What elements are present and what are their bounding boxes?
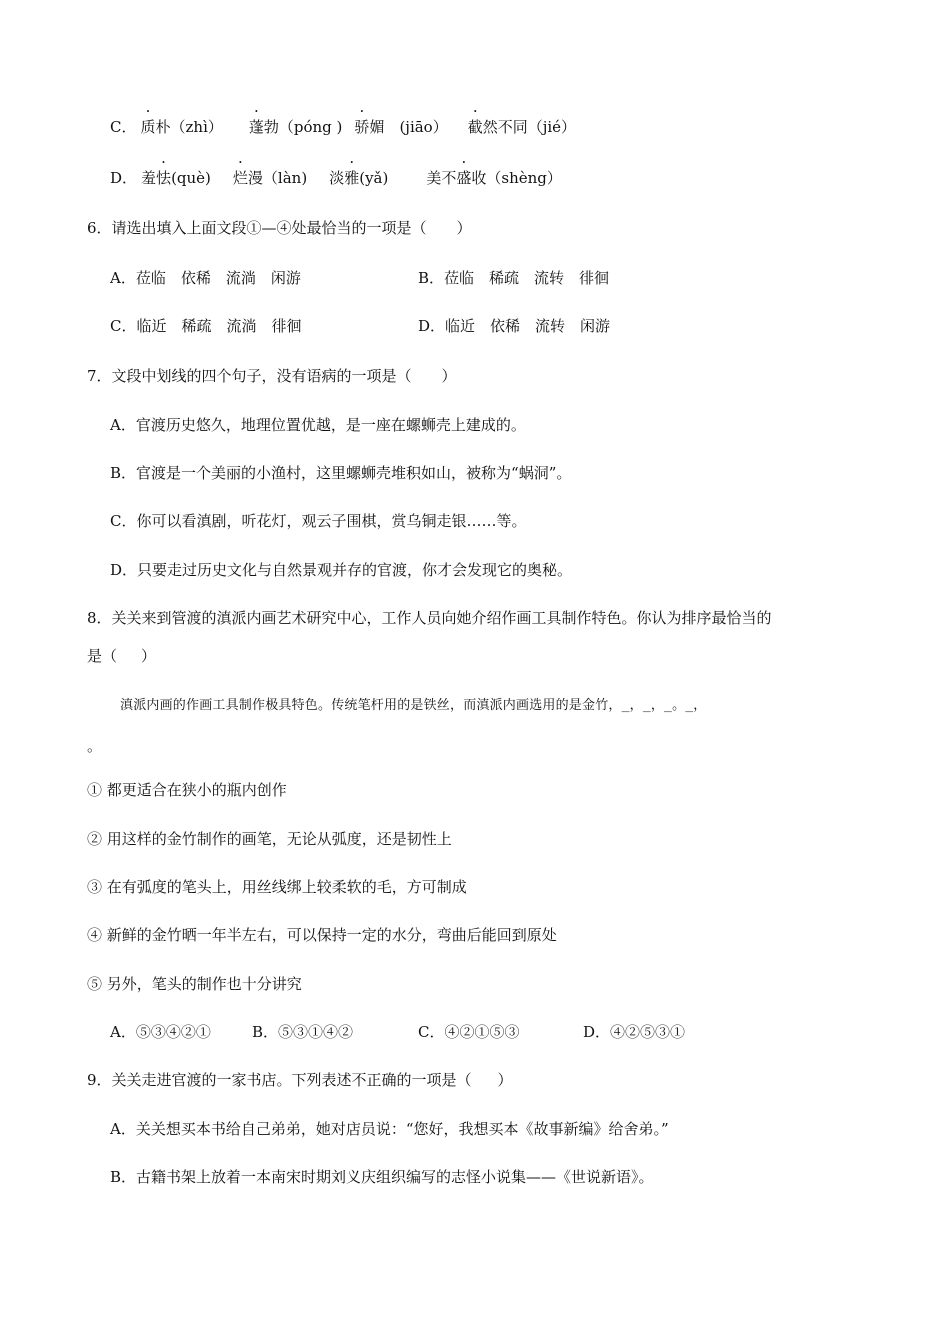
q5-option-c bbox=[110, 117, 576, 137]
word-item: 蓬勃（póng ) bbox=[248, 118, 343, 136]
q6-option-b[interactable]: B．莅临 稀疏 流转 徘徊 bbox=[418, 269, 610, 287]
option-label: C． bbox=[110, 118, 137, 136]
word-item: 骄媚 (jiāo） bbox=[354, 118, 448, 136]
dotted-char: 截 bbox=[467, 118, 483, 136]
dotted-char: 骄 bbox=[354, 118, 370, 136]
q9-option-b[interactable]: B．古籍书架上放着一本南宋时期刘义庆组织编写的志怪小说集——《世说新语》。 bbox=[110, 1168, 654, 1186]
question-8-stem: 8．关关来到管渡的滇派内画艺术研究中心，工作人员向她介绍作画工具制作特色。你认为排序最恰当的 bbox=[87, 609, 772, 627]
q7-option-c[interactable]: C．你可以看滇剧，听花灯，观云子围棋，赏乌铜走银……等。 bbox=[110, 512, 527, 530]
dotted-char: 质 bbox=[140, 118, 156, 136]
q8-option-d[interactable]: D．④②⑤③① bbox=[583, 1023, 686, 1041]
q6-option-c[interactable]: C．临近 稀疏 流淌 徘徊 bbox=[110, 317, 302, 335]
passage-text-cont: 。 bbox=[87, 737, 103, 755]
word-item: 截然不同（jié） bbox=[467, 118, 577, 136]
sentence-item: ④ 新鲜的金竹晒一年半左右，可以保持一定的水分，弯曲后能回到原处 bbox=[87, 926, 557, 944]
word-item: 烂漫（làn) bbox=[232, 169, 308, 187]
passage-text: 滇派内画的作画工具制作极具特色。传统笔杆用的是铁丝，而滇派内画选用的是金竹，_，_，_。_， bbox=[120, 698, 707, 713]
dotted-char: 蓬 bbox=[248, 118, 264, 136]
q8-option-b[interactable]: B．⑤③①④② bbox=[252, 1023, 354, 1041]
question-8-stem-cont: 是（ ） bbox=[87, 647, 157, 665]
q8-option-a[interactable]: A．⑤③④②① bbox=[110, 1023, 211, 1041]
question-9-stem: 9．关关走进官渡的一家书店。下列表述不正确的一项是（ ） bbox=[87, 1071, 513, 1089]
dotted-char: 怯 bbox=[156, 169, 172, 187]
q7-option-d[interactable]: D．只要走过历史文化与自然景观并存的官渡，你才会发现它的奥秘。 bbox=[110, 561, 573, 579]
sentence-item: ③ 在有弧度的笔头上，用丝线绑上较柔软的毛，方可制成 bbox=[87, 878, 467, 896]
q6-option-a[interactable]: A．莅临 依稀 流淌 闲游 bbox=[110, 269, 301, 287]
q6-option-d[interactable]: D．临近 依稀 流转 闲游 bbox=[418, 317, 611, 335]
q9-option-a[interactable]: A．关关想买本书给自己弟弟，她对店员说：“您好，我想买本《故事新编》给舍弟。” bbox=[110, 1120, 669, 1138]
word-item: 羞怯(què) bbox=[141, 169, 211, 187]
sentence-item: ② 用这样的金竹制作的画笔，无论从弧度，还是韧性上 bbox=[87, 830, 452, 848]
word-item: 美不盛收（shèng） bbox=[426, 169, 562, 187]
option-label: D． bbox=[110, 169, 138, 187]
dotted-char: 雅 bbox=[344, 169, 360, 187]
q7-option-a[interactable]: A．官渡历史悠久，地理位置优越，是一座在螺蛳壳上建成的。 bbox=[110, 416, 526, 434]
q7-option-b[interactable]: B．官渡是一个美丽的小渔村，这里螺蛳壳堆积如山，被称为“蜗洞”。 bbox=[110, 464, 572, 482]
q5-option-d bbox=[110, 168, 562, 188]
sentence-item: ⑤ 另外，笔头的制作也十分讲究 bbox=[87, 975, 302, 993]
dotted-char: 烂 bbox=[232, 169, 248, 187]
q8-option-c[interactable]: C．④②①⑤③ bbox=[418, 1023, 520, 1041]
word-item: 质朴（zhì） bbox=[140, 118, 223, 136]
question-6-stem: 6．请选出填入上面文段①—④处最恰当的一项是（ ） bbox=[87, 219, 472, 237]
dotted-char: 盛 bbox=[456, 169, 472, 187]
question-7-stem: 7．文段中划线的四个句子，没有语病的一项是（ ） bbox=[87, 367, 457, 385]
word-item: 淡雅(yǎ) bbox=[329, 169, 389, 187]
sentence-item: ① 都更适合在狭小的瓶内创作 bbox=[87, 781, 287, 799]
